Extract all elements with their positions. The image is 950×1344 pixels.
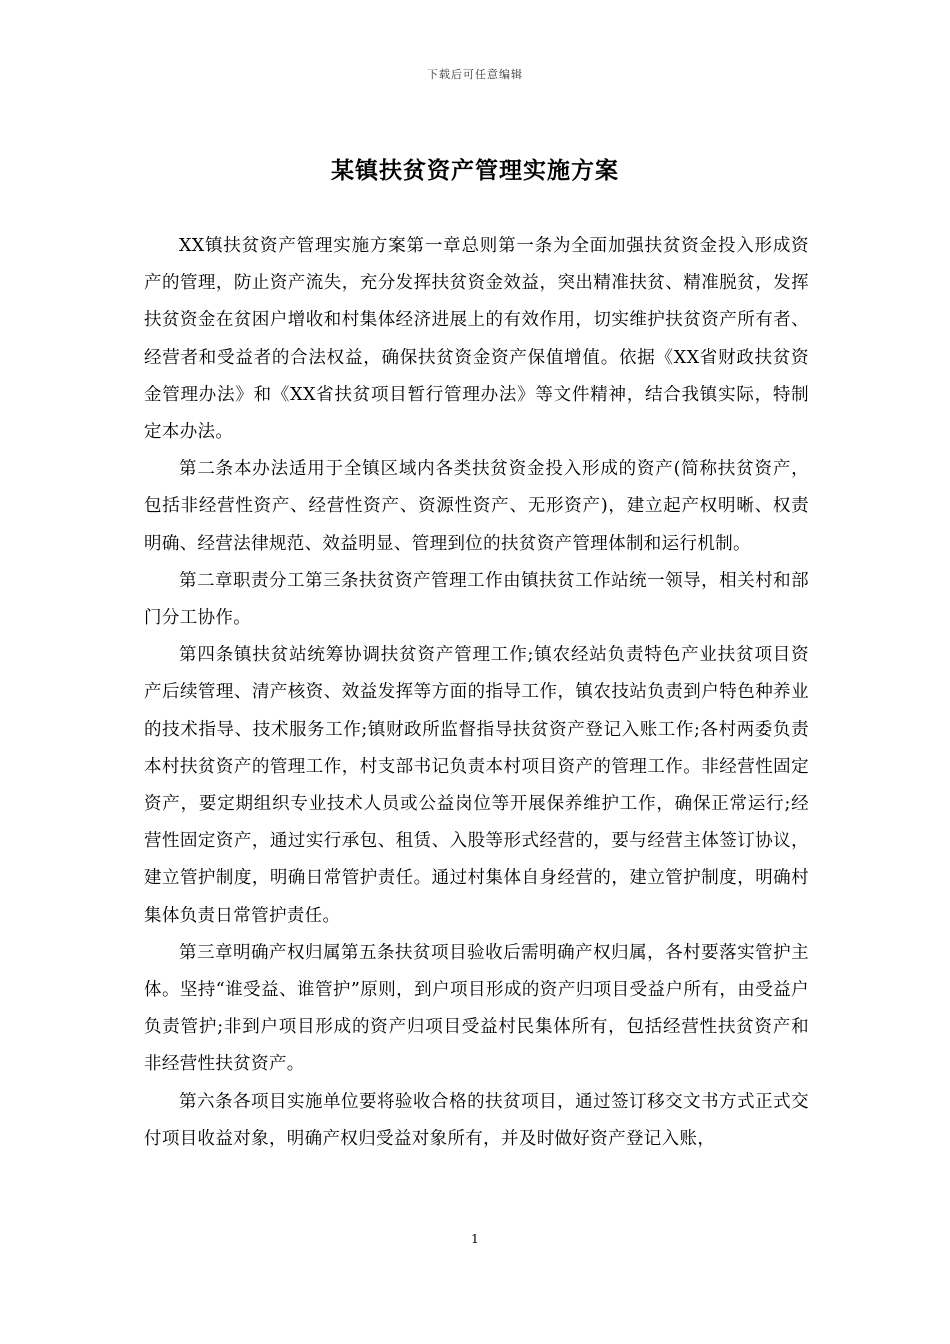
document-title: 某镇扶贫资产管理实施方案 (331, 157, 619, 184)
document-body (144, 228, 809, 1158)
paragraph-chapter3-article5: 第三章明确产权归属第五条扶贫项目验收后需明确产权归属，各村要落实管护主体。坚持“谁受益、谁管护”原则，到户项目形成的资产归项目受益户所有，由受益户负责管护;非到户项目形成的资产归项目受益村民集体所有，包括经营性扶贫资产和非经营性扶贫资产。 (144, 942, 809, 1075)
paragraph-article6: 第六条各项目实施单位要将验收合格的扶贫项目，通过签订移交文书方式正式交付项目收益对象，明确产权归受益对象所有，并及时做好资产登记入账， (144, 1091, 809, 1149)
page-header-note: 下载后可任意编辑 (427, 68, 523, 81)
paragraph-chapter1-article1: XX镇扶贫资产管理实施方案第一章总则第一条为全面加强扶贫资金投入形成资产的管理，防止资产流失，充分发挥扶贫资金效益，突出精准扶贫、精准脱贫，发挥扶贫资金在贫困户增收和村集体经济进展上的有效作用，切实维护扶贫资产所有者、经营者和受益者的合法权益，确保扶贫资金资产保值增值。依据《XX省财政扶贫资金管理办法》和《XX省扶贫项目暂行管理办法》等文件精神，结合我镇实际，特制定本办法。 (144, 236, 809, 443)
paragraph-chapter2-article3: 第二章职责分工第三条扶贫资产管理工作由镇扶贫工作站统一领导，相关村和部门分工协作。 (144, 570, 809, 629)
page-number: 1 (471, 1232, 479, 1246)
paragraph-article2: 第二条本办法适用于全镇区域内各类扶贫资金投入形成的资产(简称扶贫资产，包括非经营性资产、经营性资产、资源性资产、无形资产)，建立起产权明晰、权责明确、经营法律规范、效益明显、管理到位的扶贫资产管理体制和运行机制。 (144, 459, 809, 554)
paragraph-article4: 第四条镇扶贫站统筹协调扶贫资产管理工作;镇农经站负责特色产业扶贫项目资产后续管理、清产核资、效益发挥等方面的指导工作，镇农技站负责到户特色种养业的技术指导、技术服务工作;镇财政所监督指导扶贫资产登记入账工作;各村两委负责本村扶贫资产的管理工作，村支部书记负责本村项目资产的管理工作。非经营性固定资产，要定期组织专业技术人员或公益岗位等开展保养维护工作，确保正常运行;经营性固定资产，通过实行承包、租赁、入股等形式经营的，要与经营主体签订协议，建立管护制度，明确日常管护责任。通过村集体自身经营的，建立管护制度，明确村集体负责日常管护责任。 (144, 645, 809, 926)
